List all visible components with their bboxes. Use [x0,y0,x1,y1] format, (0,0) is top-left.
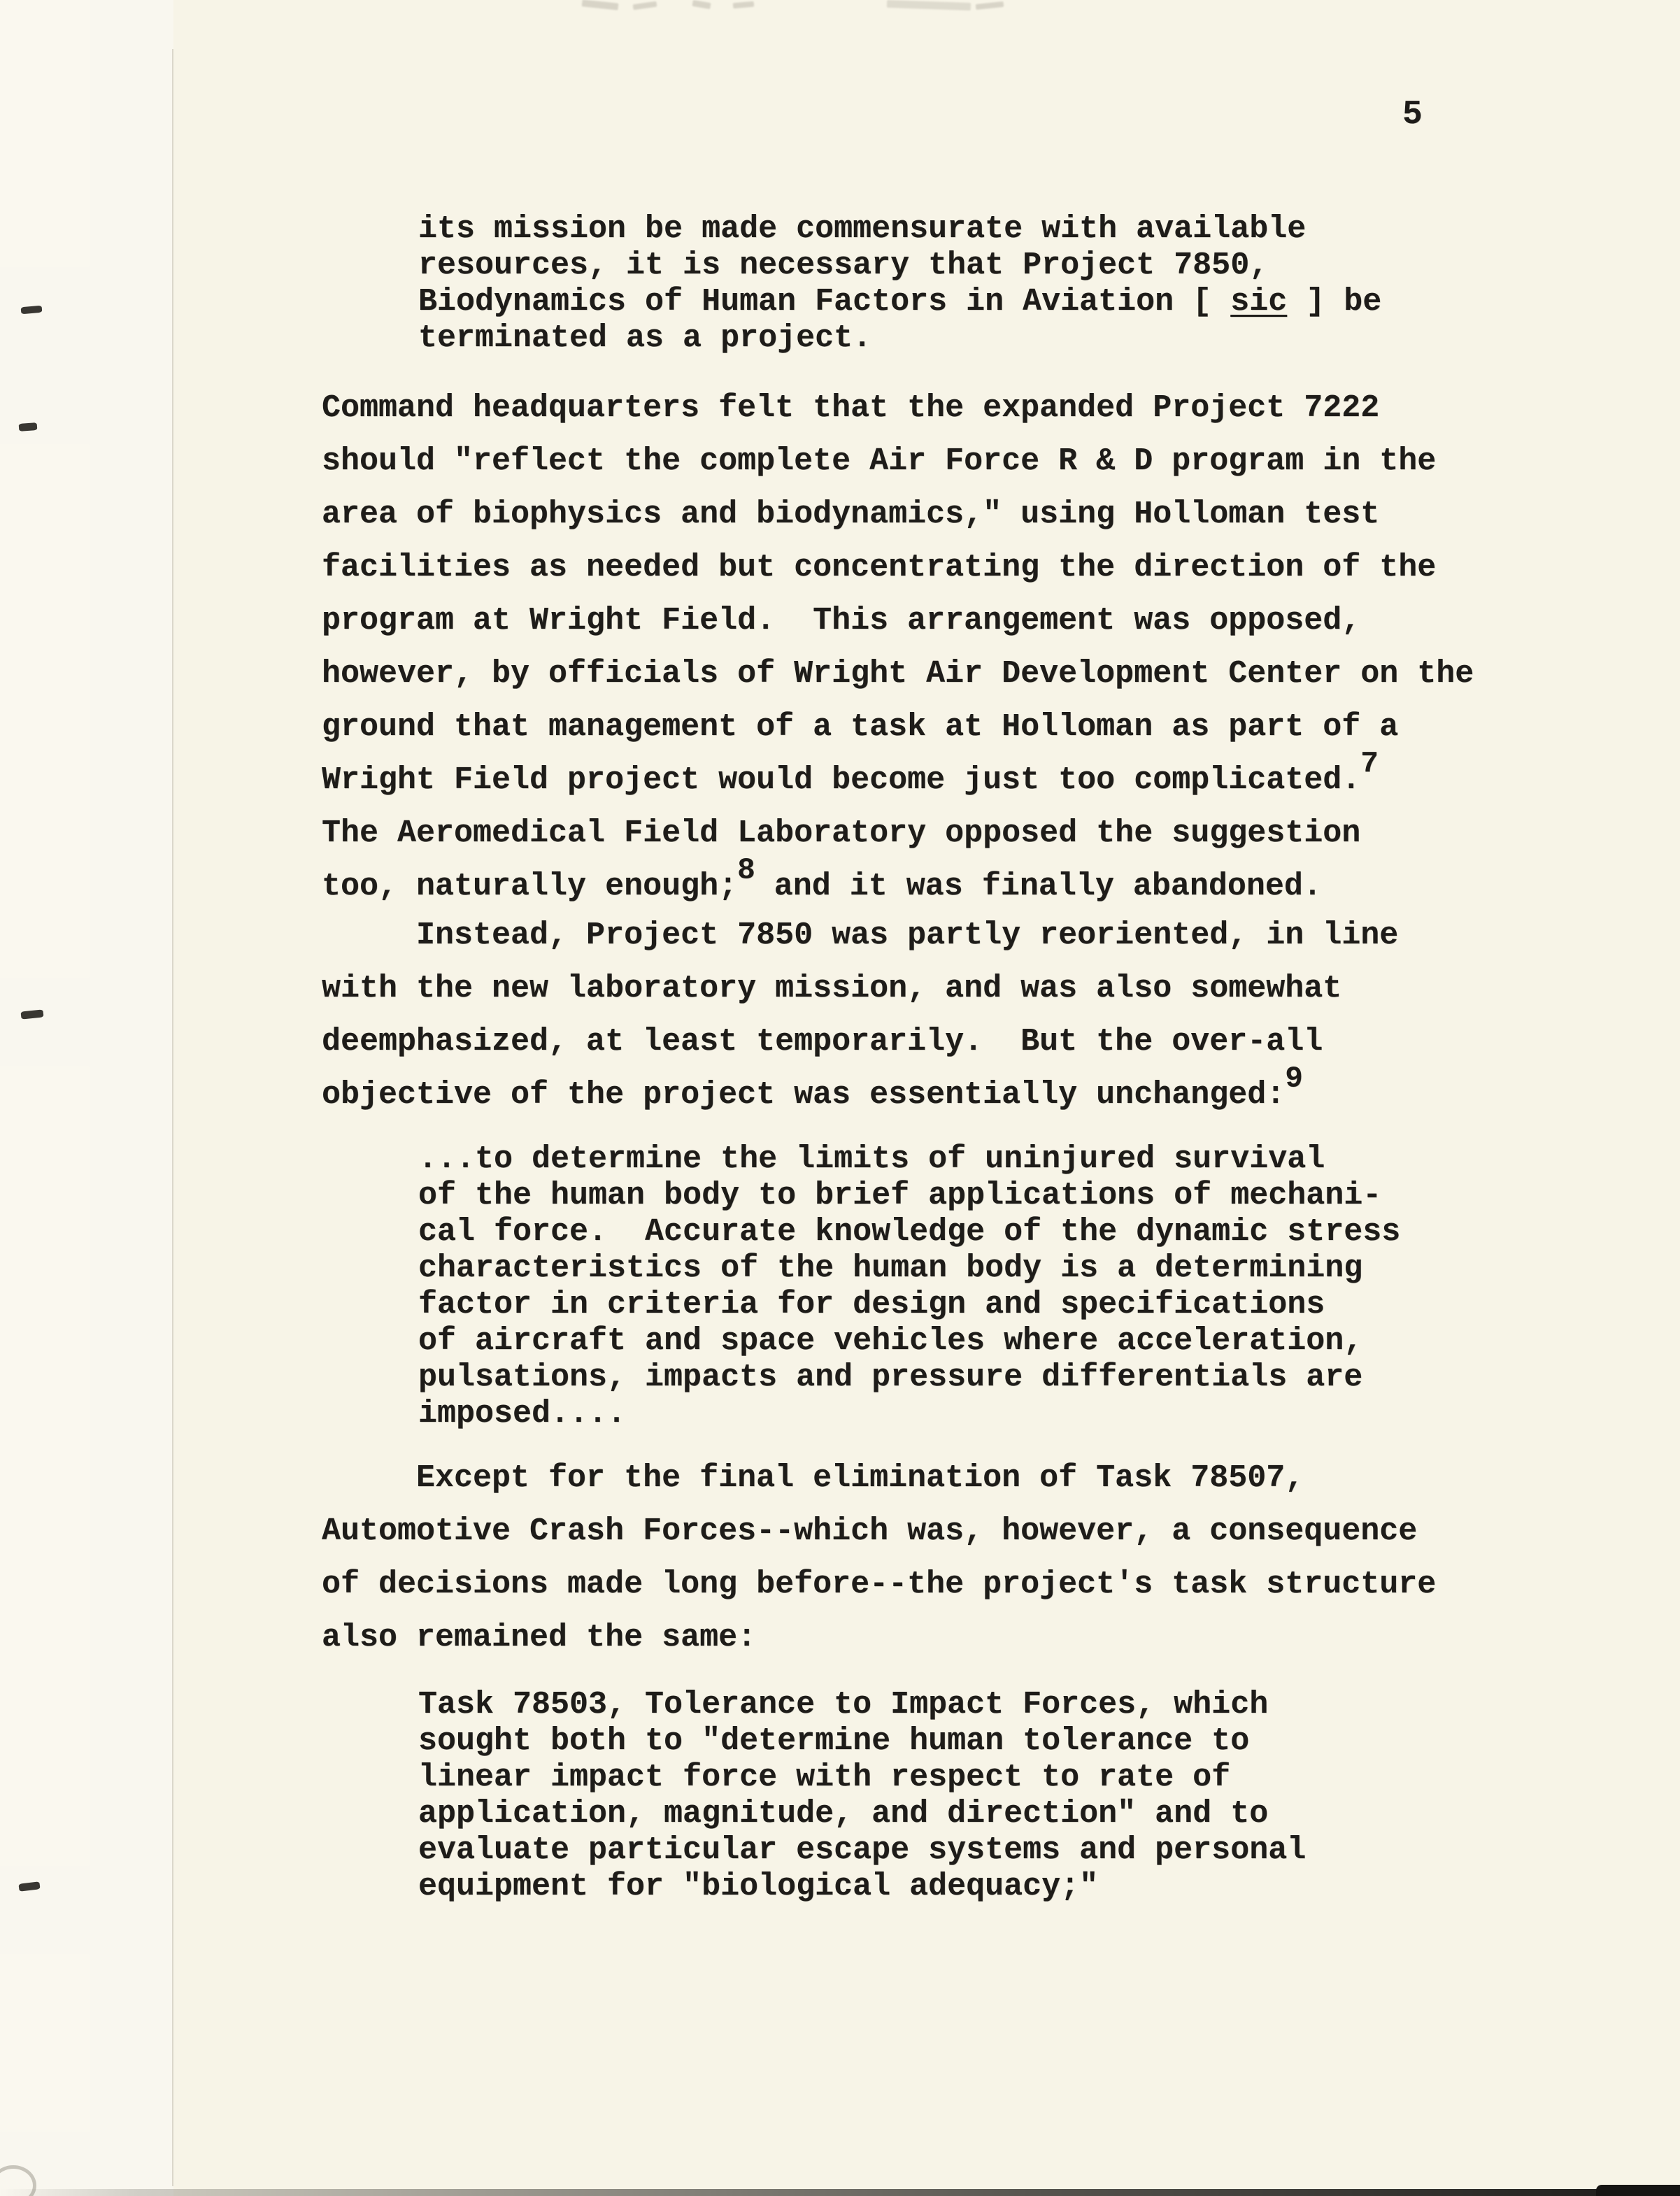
text-line: Automotive Crash Forces--which was, however, a consequence [322,1513,1418,1549]
blockquote-termination [418,211,1381,357]
footnote-superscript: 8 [737,853,755,887]
text-line: of the human body to brief applications of mechani- [418,1178,1382,1213]
text-line: evaluate particular escape systems and personal [418,1832,1307,1868]
text-line: The Aeromedical Field Laboratory opposed the suggestion [322,815,1361,851]
text-line: linear impact force with respect to rate of [418,1760,1231,1795]
blockquote-project-objective [418,1141,1400,1432]
text-line: ...to determine the limits of uninjured survival [418,1141,1325,1177]
text-line: too, naturally enough;8 and it was finally abandoned. [322,860,1474,913]
scan-noise [633,1,657,10]
text-line: its mission be made commensurate with available [418,211,1307,247]
scan-noise [733,1,755,9]
text-line: Instead, Project 7850 was partly reoriented, in line [322,918,1399,953]
page-edge-highlight [0,0,173,2196]
scanner-edge-shadow [0,2189,1680,2196]
text-line: imposed.... [418,1396,627,1432]
text-line: also remained the same: [322,1620,757,1655]
text-line: application, magnitude, and direction" and to [418,1796,1269,1832]
scan-noise [976,1,1004,10]
scan-noise [692,0,711,9]
paragraph-command-headquarters [322,382,1474,913]
text-line: equipment for "biological adequacy;" [418,1869,1099,1904]
text-line: factor in criteria for design and specifications [418,1287,1325,1322]
text-line: Command headquarters felt that the expanded Project 7222 [322,390,1380,426]
scanner-edge-shadow-dark [1596,2185,1680,2196]
text-line: cal force. Accurate knowledge of the dynamic stress [418,1214,1401,1250]
footnote-superscript: 9 [1285,1061,1303,1096]
text-line: sought both to "determine human tolerance to [418,1723,1250,1759]
text-line: deemphasized, at least temporarily. But the over-all [322,1024,1323,1060]
text-line: characteristics of the human body is a determining [418,1250,1363,1286]
margin-pencil-mark [19,422,38,432]
text-line: resources, it is necessary that Project 7850, [418,248,1269,283]
text-line: Wright Field project would become just too complicated.7 [322,754,1474,807]
text-line: facilities as needed but concentrating the direction of the [322,550,1437,585]
paragraph-except-task-78507 [322,1452,1436,1664]
text-line: however, by officials of Wright Air Development Center on the [322,656,1474,692]
text-line: area of biophysics and biodynamics," using Holloman test [322,497,1380,532]
paragraph-instead-reoriented [322,909,1398,1122]
text-line: program at Wright Field. This arrangement was opposed, [322,603,1361,639]
text-line: ground that management of a task at Holloman as part of a [322,709,1399,745]
scan-noise [582,0,619,10]
text-line: Except for the final elimination of Task 78507, [322,1460,1304,1496]
text-line: should "reflect the complete Air Force R & D program in the [322,443,1437,479]
text-line: Task 78503, Tolerance to Impact Forces, which [418,1687,1269,1723]
text-line: pulsations, impacts and pressure differentials are [418,1360,1363,1395]
underlined-word: sic [1230,284,1288,320]
text-line: of aircraft and space vehicles where acceleration, [418,1323,1363,1359]
text-line: of decisions made long before--the project's task structure [322,1567,1437,1602]
text-line: objective of the project was essentially unchanged:9 [322,1069,1398,1122]
text-line: terminated as a project. [418,320,872,356]
scan-noise [887,0,971,10]
page-edge-line [172,49,173,2186]
text-line: Biodynamics of Human Factors in Aviation [ sic ] be [418,284,1382,320]
blockquote-task-78503 [418,1687,1306,1905]
text-line: with the new laboratory mission, and was also somewhat [322,971,1342,1006]
page-number: 5 [1402,96,1423,134]
footnote-superscript: 7 [1360,746,1379,781]
